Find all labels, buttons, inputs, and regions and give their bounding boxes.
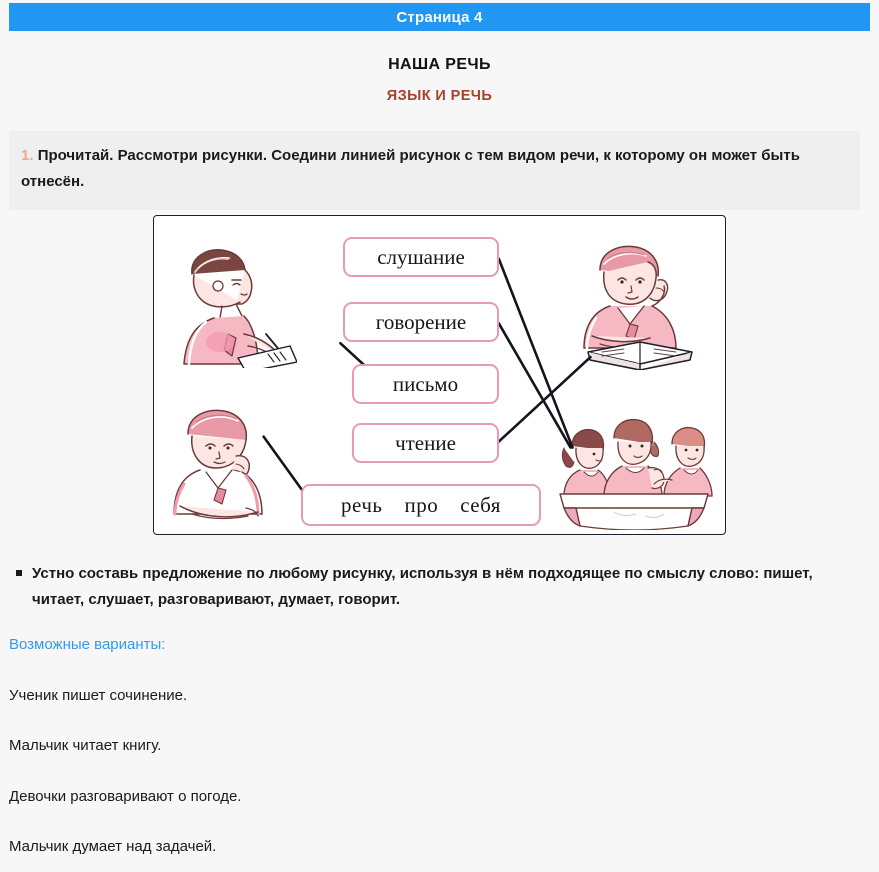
- wordbox-reading-label: чтение: [395, 430, 456, 455]
- oral-task-text: Устно составь предложение по любому рисунку, используя в нём подходящее по смыслу слово: пишет, читает, слушает, разговаривают, думает, говорит.: [32, 565, 813, 609]
- illustration-child-reading-book: [566, 240, 716, 370]
- page-subtitle: ЯЗЫК И РЕЧЬ: [386, 88, 493, 104]
- answer-item-1: Ученик пишет сочинение.: [9, 687, 188, 704]
- wordbox-inner-speech-word-1: речь: [341, 492, 383, 517]
- wordbox-speaking[interactable]: [343, 302, 499, 342]
- wordbox-reading[interactable]: [352, 423, 499, 463]
- wordbox-listening-label: слушание: [377, 244, 465, 269]
- answer-item-2: Мальчик читает книгу.: [9, 737, 162, 754]
- task-instruction-block: [9, 131, 860, 210]
- illustration-boy-thinking: [162, 402, 282, 530]
- task-number: 1.: [21, 147, 34, 164]
- page-title: НАША РЕЧЬ: [388, 56, 491, 73]
- illustration-boy-writing: [162, 238, 297, 368]
- page-number-label: Страница 4: [396, 8, 483, 26]
- wordbox-inner-speech[interactable]: [301, 484, 541, 526]
- wordbox-inner-speech-word-3: себя: [460, 492, 501, 517]
- answer-item-3: Девочки разговаривают о погоде.: [9, 788, 242, 805]
- page-number-bar: [9, 3, 870, 31]
- task-text: Прочитай. Рассмотри рисунки. Соедини линией рисунок с тем видом речи, к которому он может быть отнесён.: [21, 147, 800, 191]
- oral-task-bullet: [16, 561, 846, 614]
- exercise-figure: [153, 215, 726, 535]
- wordbox-writing-label: письмо: [392, 371, 459, 396]
- wordbox-speaking-label: говорение: [375, 309, 467, 334]
- square-bullet-icon: [16, 570, 22, 576]
- wordbox-listening[interactable]: [343, 237, 499, 277]
- wordbox-writing[interactable]: [352, 364, 499, 404]
- answers-heading: Возможные варианты:: [9, 636, 166, 653]
- wordbox-inner-speech-word-2: про: [404, 492, 439, 517]
- illustration-girls-talking: [554, 412, 714, 530]
- answer-item-4: Мальчик думает над задачей.: [9, 838, 217, 855]
